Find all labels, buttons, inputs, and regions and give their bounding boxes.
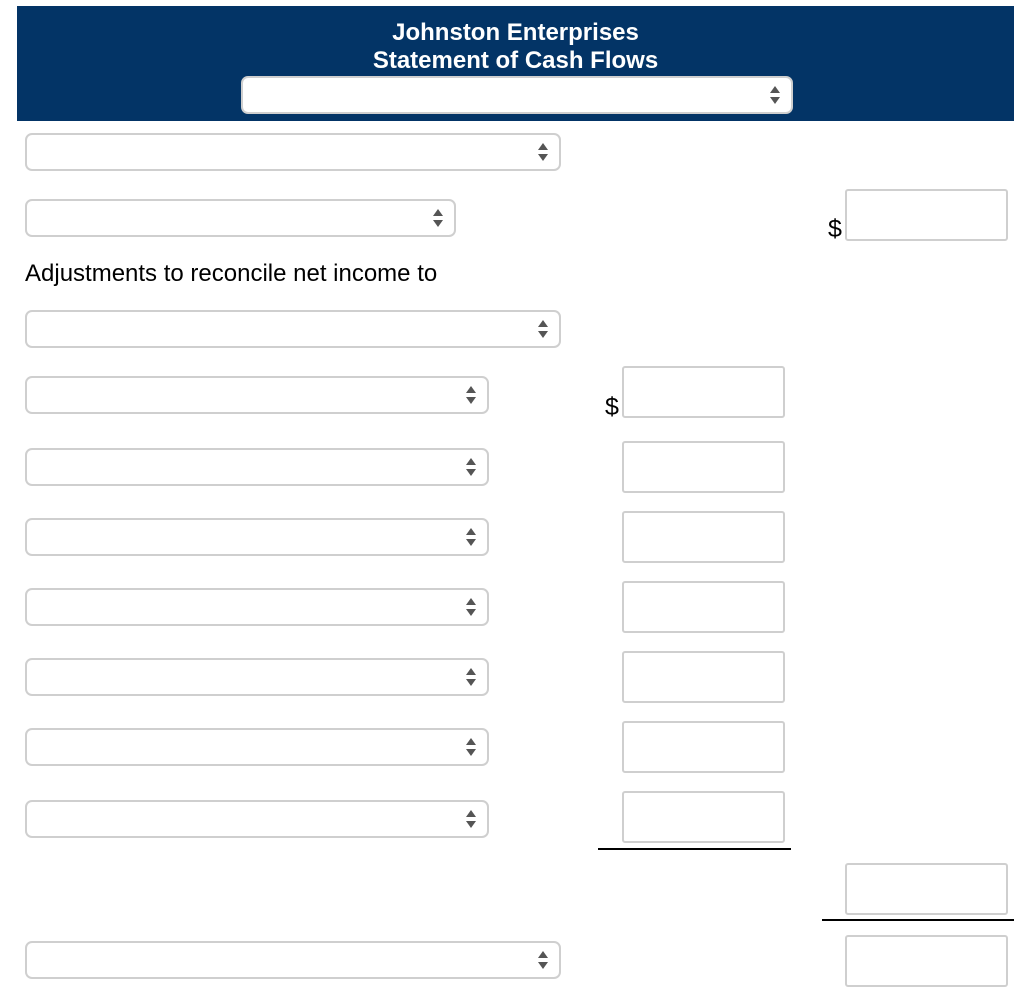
up-down-arrows-icon (465, 736, 477, 758)
up-down-arrows-icon (465, 384, 477, 406)
net-income-select[interactable] (25, 199, 456, 237)
adjustment-amount-field[interactable] (622, 366, 785, 418)
currency-symbol: $ (605, 393, 619, 421)
adjustments-label: Adjustments to reconcile net income to (25, 260, 438, 287)
up-down-arrows-icon (537, 141, 549, 163)
adjustment-item-select[interactable] (25, 376, 489, 414)
adjustment-item-select[interactable] (25, 658, 489, 696)
total-rule (822, 919, 1014, 921)
subtotal-rule (598, 848, 791, 850)
currency-symbol: $ (828, 215, 842, 243)
adjustment-item-select[interactable] (25, 728, 489, 766)
period-select[interactable] (241, 76, 793, 114)
adjustments-select[interactable] (25, 310, 561, 348)
up-down-arrows-icon (432, 207, 444, 229)
up-down-arrows-icon (465, 526, 477, 548)
adjustment-amount-field[interactable] (622, 791, 785, 843)
up-down-arrows-icon (537, 318, 549, 340)
up-down-arrows-icon (465, 596, 477, 618)
up-down-arrows-icon (465, 666, 477, 688)
adjustment-item-select[interactable] (25, 800, 489, 838)
net-income-amount-field[interactable] (845, 189, 1008, 241)
section-select[interactable] (25, 133, 561, 171)
adjustment-item-select[interactable] (25, 518, 489, 556)
net-cash-amount-field[interactable] (845, 935, 1008, 987)
up-down-arrows-icon (769, 84, 781, 106)
adjustment-amount-field[interactable] (622, 441, 785, 493)
adjustment-item-select[interactable] (25, 588, 489, 626)
adjustment-amount-field[interactable] (622, 511, 785, 563)
up-down-arrows-icon (465, 456, 477, 478)
statement-header (17, 6, 1014, 121)
company-name: Johnston Enterprises (392, 19, 639, 46)
adjustment-amount-field[interactable] (622, 651, 785, 703)
adjustment-amount-field[interactable] (622, 581, 785, 633)
up-down-arrows-icon (465, 808, 477, 830)
net-cash-select[interactable] (25, 941, 561, 979)
up-down-arrows-icon (537, 949, 549, 971)
total-adjustments-field[interactable] (845, 863, 1008, 915)
adjustment-amount-field[interactable] (622, 721, 785, 773)
adjustment-item-select[interactable] (25, 448, 489, 486)
statement-title: Statement of Cash Flows (372, 47, 659, 74)
